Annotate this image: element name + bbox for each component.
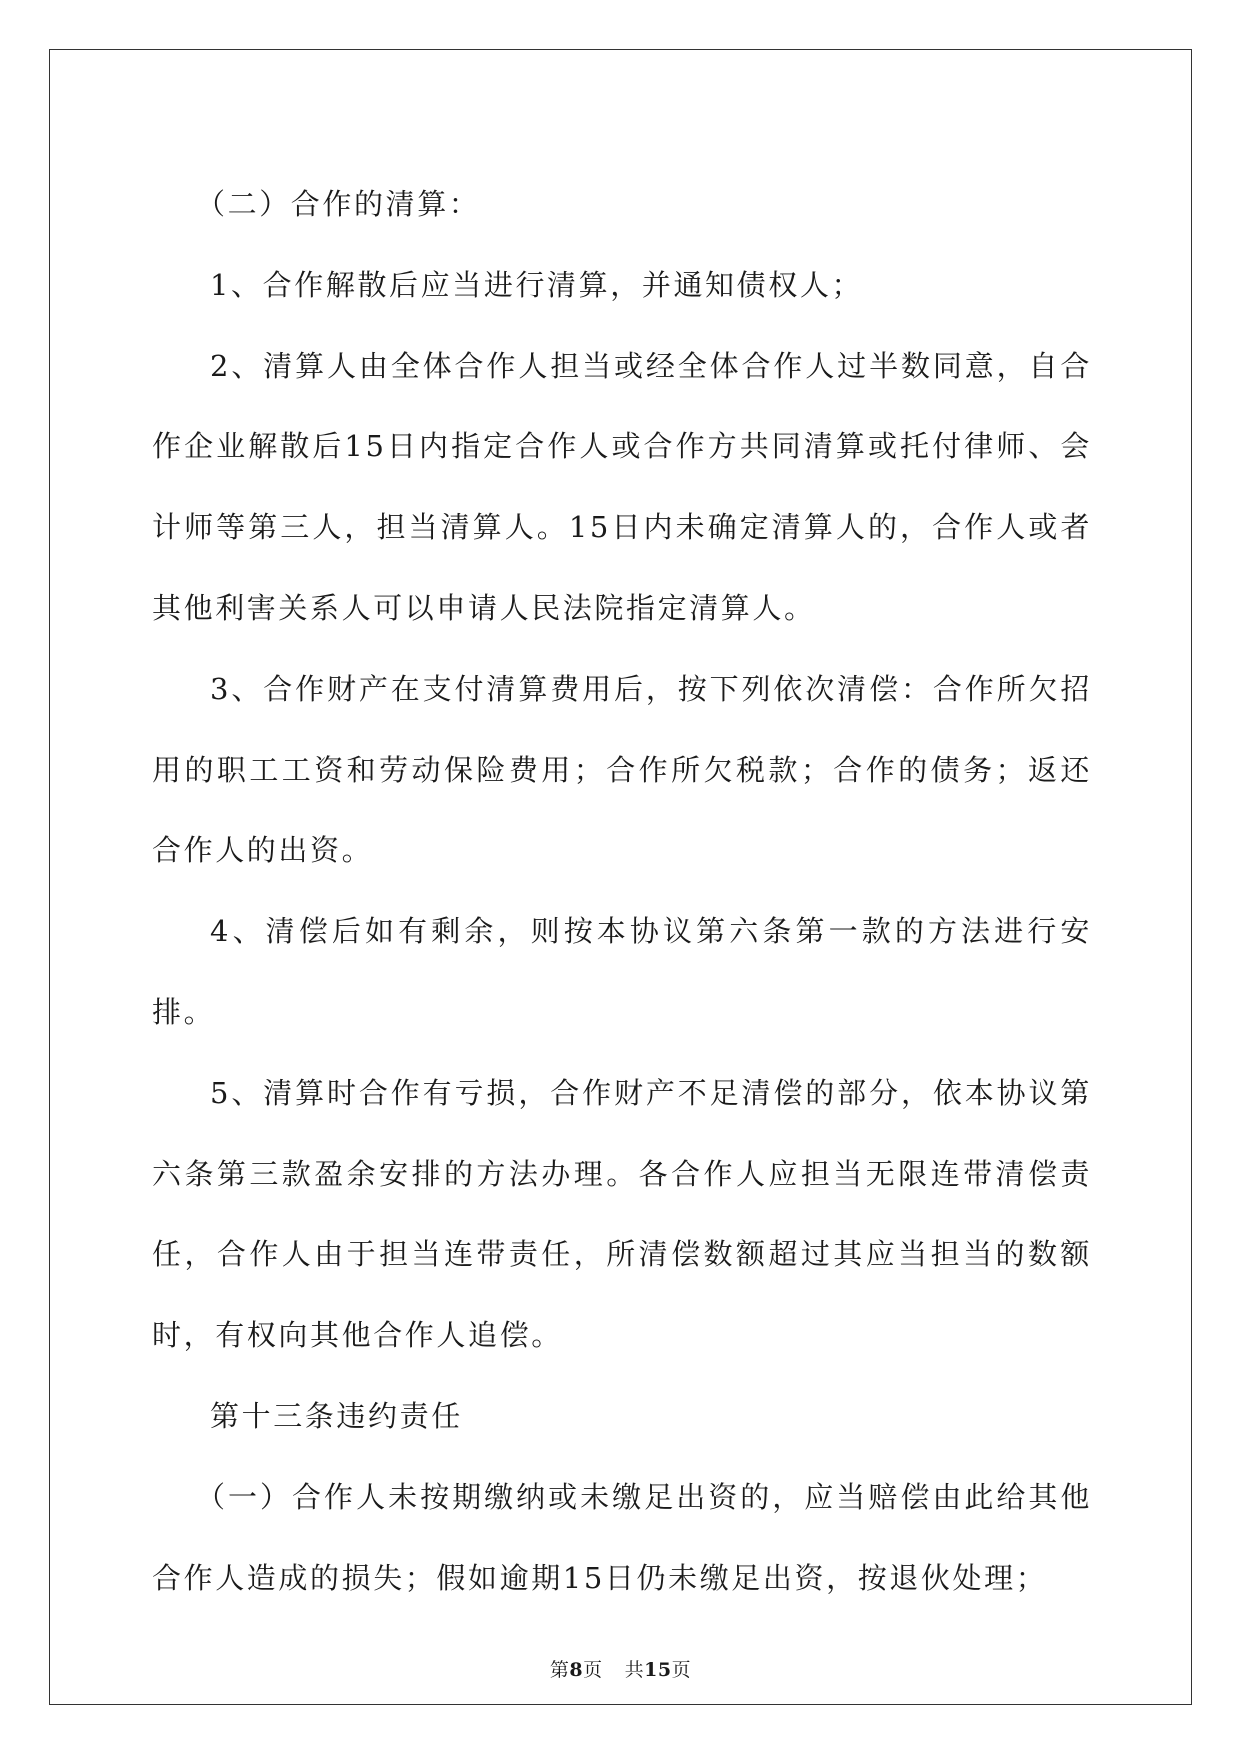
paragraph-item-1: 1、合作解散后应当进行清算，并通知债权人； (210, 267, 864, 302)
paragraph-item-3: 3、合作财产在支付清算费用后，按下列依次清偿：合作所欠招用的职工工资和劳动保险费用；合作所欠税款；合作的债务；返还合作人的出资。 (152, 671, 1092, 868)
paragraph-breach-1: （一）合作人未按期缴纳或未缴足出资的，应当赔偿由此给其他合作人造成的损失；假如逾期15日仍未缴足出资，按退伙处理； (152, 1479, 1092, 1595)
paragraph-item-5: 5、清算时合作有亏损，合作财产不足清偿的部分，依本协议第六条第三款盈余安排的方法办理。各合作人应担当无限连带清偿责任，合作人由于担当连带责任，所清偿数额超过其应当担当的数额时，有权向其他合作人追偿。 (152, 1075, 1092, 1353)
paragraph-item-4: 4、清偿后如有剩余，则按本协议第六条第一款的方法进行安排。 (152, 914, 1092, 1029)
article-heading-13: 第十三条违约责任 (210, 1398, 463, 1433)
footer-total-prefix: 共 (624, 1659, 645, 1681)
footer-total-suffix: 页 (671, 1659, 692, 1681)
footer-page-prefix: 第 (549, 1659, 570, 1681)
footer-page-number: 8 (569, 1659, 584, 1681)
paragraph-item-2: 2、清算人由全体合作人担当或经全体合作人过半数同意，自合作企业解散后15日内指定合作人或合作方共同清算或托付律师、会计师等第三人，担当清算人。15日内未确定清算人的，合作人或者其他利害关系人可以申请人民法院指定清算人。 (152, 348, 1092, 625)
document-body (152, 164, 1092, 1618)
footer-total-pages: 15 (644, 1659, 672, 1681)
section-heading-liquidation: （二）合作的清算： (196, 187, 481, 221)
page-footer (0, 1655, 1241, 1682)
footer-page-suffix: 页 (583, 1659, 603, 1681)
